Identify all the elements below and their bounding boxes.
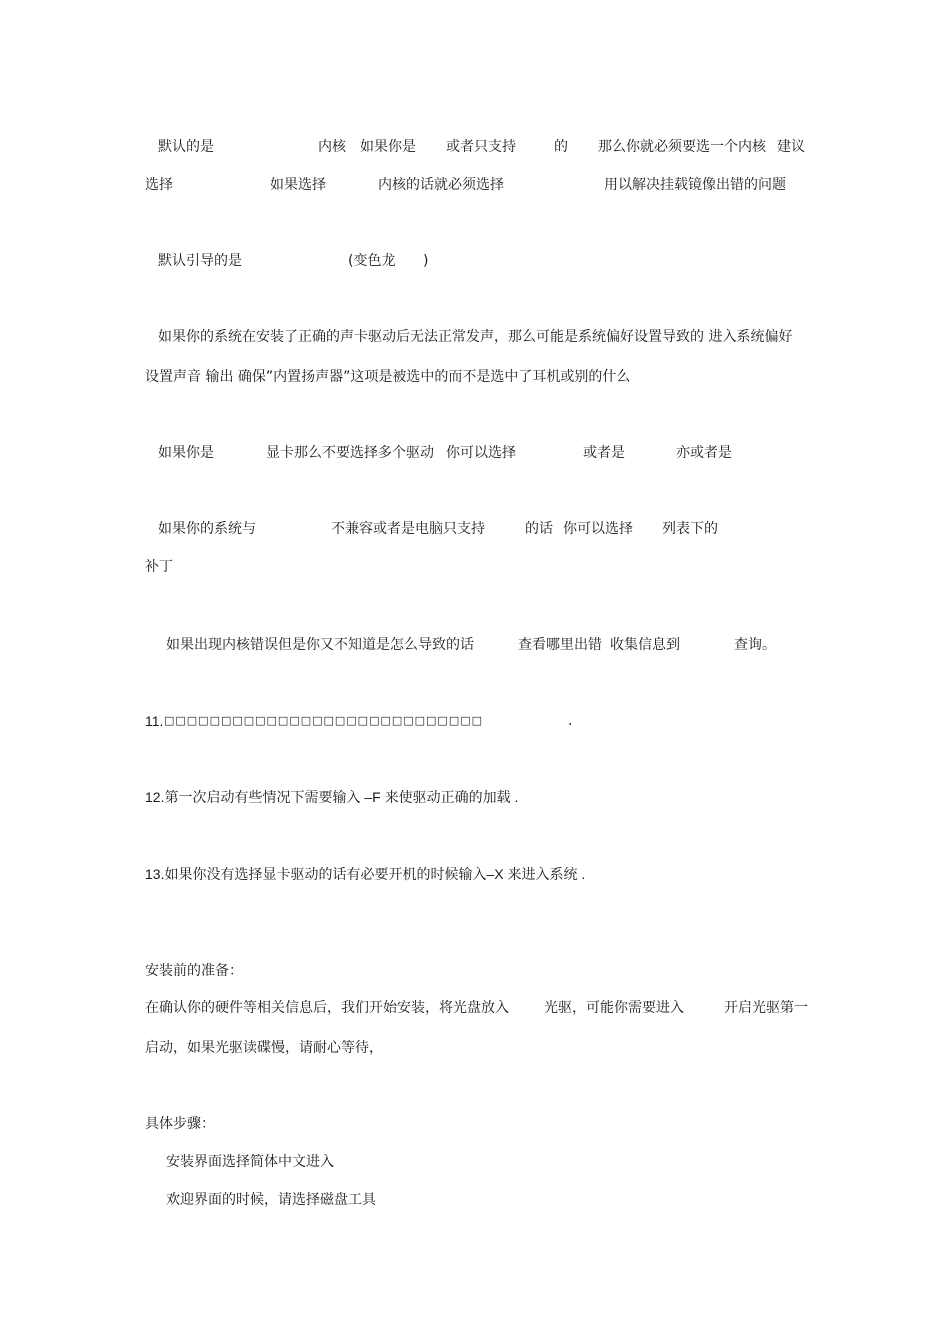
section-heading: 具体步骤：: [145, 1116, 215, 1132]
text-segment: 的话: [525, 521, 553, 537]
text-segment: 如果出现内核错误但是你又不知道是怎么导致的话: [166, 637, 474, 653]
text-segment: 不兼容或者是电脑只支持: [331, 521, 485, 537]
text-segment: 或者是: [583, 445, 625, 461]
text-segment: (变色龙: [348, 253, 396, 269]
text-segment: ): [423, 253, 429, 269]
text-segment: 开启光驱第一: [724, 1000, 808, 1016]
text-segment: 如果你的系统与: [158, 521, 256, 537]
text-segment: 列表下的: [662, 521, 718, 537]
list-item-12: 12.第一次启动有些情况下需要输入 –F 来使驱动正确的加载 .: [145, 789, 519, 805]
step-item: 欢迎界面的时候，请选择磁盘工具: [166, 1192, 376, 1208]
text-segment: 默认引导的是: [158, 253, 242, 269]
garbled-text: □□□□□□□□□□□□□□□□□□□□□□□□□□□□: [164, 714, 484, 727]
text-segment: 选择: [145, 177, 173, 193]
text-segment: 亦或者是: [676, 445, 732, 461]
text-segment: 如果选择: [270, 177, 326, 193]
text-segment: 补丁: [145, 559, 173, 575]
text-segment: 建议: [777, 139, 805, 155]
text-segment: 查看哪里出错: [518, 637, 602, 653]
text-segment: 如果你是: [360, 139, 416, 155]
text-segment: 如果你是: [158, 445, 214, 461]
text-segment: 默认的是: [158, 139, 214, 155]
text-line: 设置声音 输出 确保”内置扬声器”这项是被选中的而不是选中了耳机或别的什么: [145, 369, 631, 385]
text-segment: 在确认你的硬件等相关信息后，我们开始安装，将光盘放入: [145, 1000, 509, 1016]
list-item-13: 13.如果你没有选择显卡驱动的话有必要开机的时候输入–X 来进入系统 .: [145, 866, 586, 882]
text-segment: 收集信息到: [610, 637, 680, 653]
text-segment: .: [568, 713, 573, 729]
text-line: 启动，如果光驱读碟慢，请耐心等待，: [145, 1040, 383, 1056]
text-segment: 内核的话就必须选择: [378, 177, 504, 193]
text-segment: 内核: [318, 139, 346, 155]
item-number: 11.: [145, 713, 164, 729]
text-segment: 或者只支持: [446, 139, 516, 155]
text-segment: 的: [554, 139, 568, 155]
text-segment: 查询。: [734, 637, 776, 653]
text-segment: 显卡那么不要选择多个驱动: [266, 445, 434, 461]
text-line: 如果你的系统在安装了正确的声卡驱动后无法正常发声，那么可能是系统偏好设置导致的 进入系统偏好: [158, 329, 793, 345]
text-segment: 你可以选择: [446, 445, 516, 461]
step-item: 安装界面选择简体中文进入: [166, 1154, 334, 1170]
text-segment: 你可以选择: [563, 521, 633, 537]
text-segment: 那么你就必须要选一个内核: [598, 139, 766, 155]
section-heading: 安装前的准备：: [145, 963, 243, 979]
text-segment: 光驱，可能你需要进入: [544, 1000, 684, 1016]
text-segment: 用以解决挂载镜像出错的问题: [604, 177, 786, 193]
